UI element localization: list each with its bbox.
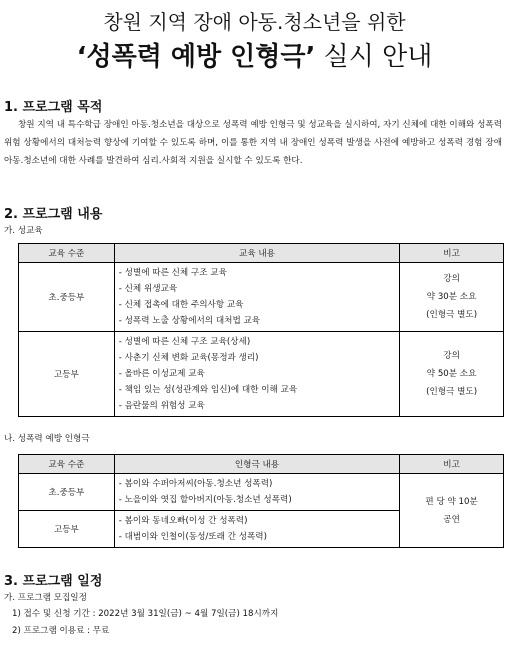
list-item: - 성별에 따른 신체 구조 교육 bbox=[118, 268, 227, 278]
level-cell: 초.중등부 bbox=[19, 263, 115, 332]
table-row bbox=[19, 263, 504, 332]
table-row bbox=[19, 474, 504, 511]
note-line: 약 50분 소요 bbox=[426, 369, 477, 379]
content-cell bbox=[114, 263, 399, 332]
schedule-sub-label: 가. 프로그램 모집일정 bbox=[4, 593, 87, 603]
list-item: - 노을이와 엿집 할아버지(아동.청소년 성폭력) bbox=[118, 495, 292, 505]
table-header: 교육 내용 bbox=[114, 244, 399, 263]
section2-heading: 2. 프로그램 내용 bbox=[4, 207, 103, 222]
list-item: - 성별에 따른 신체 구조 교육(상세) bbox=[118, 337, 251, 347]
page-title-line2 bbox=[0, 36, 509, 73]
puppet-show-table bbox=[18, 454, 504, 548]
table-row bbox=[19, 332, 504, 417]
note-line: (인형극 별도) bbox=[426, 387, 478, 397]
list-item: - 신체 위생교육 bbox=[118, 284, 178, 294]
section1-heading: 1. 프로그램 목적 bbox=[4, 100, 103, 115]
schedule-line: 1) 접수 및 신청 기간 : 2022년 3월 31일(금) ~ 4월 7일(금) 18시까지 bbox=[12, 609, 279, 619]
note-line: 강의 bbox=[443, 351, 460, 361]
note-line: 약 30분 소요 bbox=[426, 292, 477, 302]
list-item: - 올바른 이성교제 교육 bbox=[118, 369, 205, 379]
note-cell bbox=[400, 332, 504, 417]
note-line: 공연 bbox=[443, 514, 460, 525]
section3-heading: 3. 프로그램 일정 bbox=[4, 574, 103, 589]
table-header: 교육 수준 bbox=[19, 244, 115, 263]
section1-text: 창원 지역 내 특수학급 장애인 아동.청소년을 대상으로 성폭력 예방 인형극 및 성교육을 실시하여, 자기 신체에 대한 이해와 성폭력 위험 상황에서의 대처능력 향상에 기여할 수 있도록 하며, 이를 통한 지역 내 장애인 성폭력 발생을 사전에 예방하고 성폭력 경험 장애 아동.청소년에 대한 사례를 발견하여 심리.사회적 지원을 실시할 수 있도록 한다. bbox=[4, 120, 502, 166]
level-cell: 고등부 bbox=[19, 332, 115, 417]
note-line: 강의 bbox=[443, 274, 460, 284]
subsection-a-label: 가. 성교육 bbox=[4, 226, 43, 236]
content-cell bbox=[114, 332, 399, 417]
level-cell: 초.중등부 bbox=[19, 474, 115, 511]
list-item: - 성폭력 노출 상황에서의 대처법 교육 bbox=[118, 316, 261, 326]
schedule-line: 2) 프로그램 이용료 : 무료 bbox=[12, 626, 110, 636]
title-rest: 실시 안내 bbox=[315, 42, 433, 72]
list-item: - 사춘기 신체 변화 교육(몽정과 생리) bbox=[118, 353, 259, 363]
content-cell bbox=[114, 474, 399, 511]
sex-education-table bbox=[18, 243, 504, 417]
list-item: - 책임 있는 성(성관계와 임신)에 대한 이해 교육 bbox=[118, 385, 298, 395]
subsection-b-label: 나. 성폭력 예방 인형극 bbox=[4, 434, 90, 444]
list-item: - 봄이와 수퍼아저씨(아동.청소년 성폭력) bbox=[118, 479, 273, 489]
list-item: - 대범이와 인철이(동성/또래 간 성폭력) bbox=[118, 532, 267, 542]
page-title-line1: 창원 지역 장애 아동.청소년을 위한 bbox=[103, 10, 406, 34]
note-line: 편 당 약 10분 bbox=[425, 496, 478, 507]
note-cell bbox=[400, 474, 504, 548]
table-header: 비고 bbox=[400, 455, 504, 474]
list-item: - 봄이와 동네오빠(이성 간 성폭력) bbox=[118, 516, 248, 526]
table-header: 비고 bbox=[400, 244, 504, 263]
title-highlight: ‘성폭력 예방 인형극’ bbox=[76, 42, 316, 72]
note-line: (인형극 별도) bbox=[426, 310, 478, 320]
table-header: 교육 수준 bbox=[19, 455, 115, 474]
list-item: - 음란물의 위험성 교육 bbox=[118, 401, 205, 411]
note-cell bbox=[400, 263, 504, 332]
list-item: - 신체 접촉에 대한 주의사항 교육 bbox=[118, 300, 244, 310]
content-cell bbox=[114, 511, 399, 548]
table-header: 인형극 내용 bbox=[114, 455, 399, 474]
level-cell: 고등부 bbox=[19, 511, 115, 548]
